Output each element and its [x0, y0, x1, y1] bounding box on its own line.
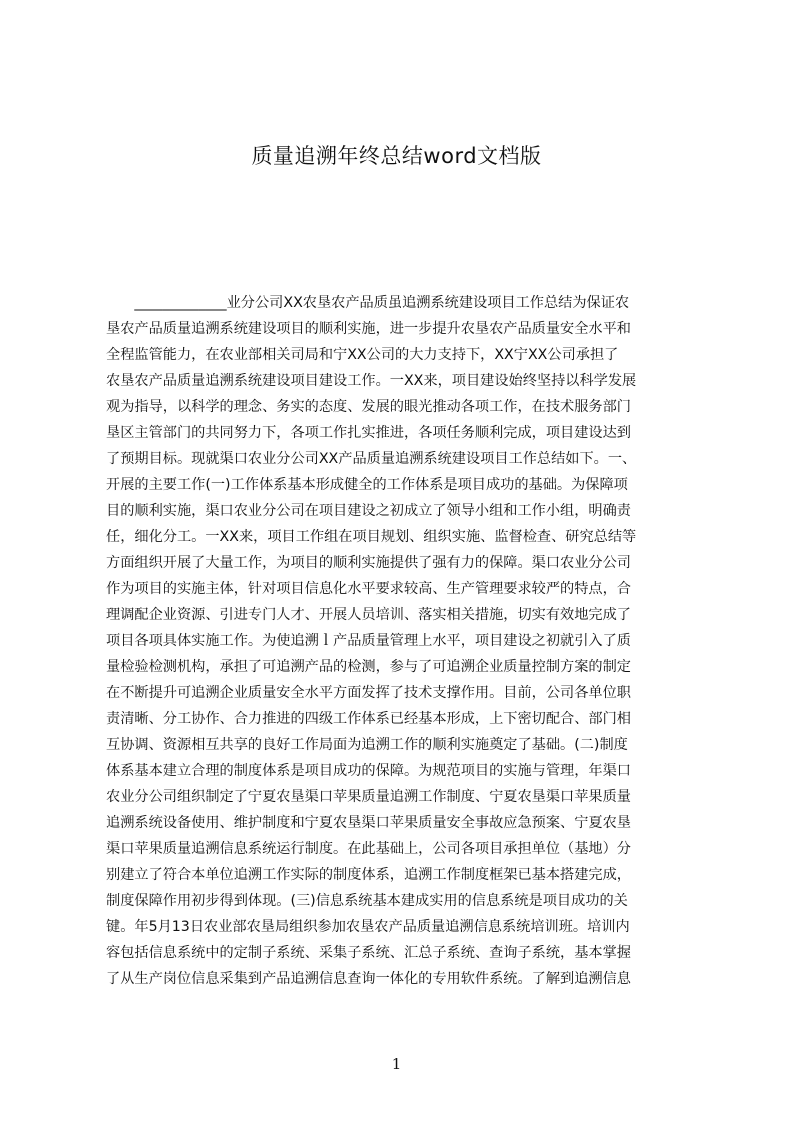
- text-line: 任，细化分工。一XX来，项目工作组在项目规划、组织实施、监督检查、研究总结等: [106, 529, 637, 545]
- text-line: 了预期目标。现就渠口农业分公司XX产品质量追溯系统建设项目工作总结如下。一、: [106, 451, 637, 467]
- text-line: 农垦农产品质量追溯系统建设项目建设工作。一XX来，项目建设始终坚持以科学发展: [106, 373, 637, 389]
- text-line: 农业分公司组织制定了宁夏农垦渠口苹果质量追溯工作制度、宁夏农垦渠口苹果质量: [106, 789, 631, 805]
- text-line: 全程监管能力，在农业部相关司局和宁XX公司的大力支持下，XX宁XX公司承担了: [106, 347, 619, 363]
- text-line: 责清晰、分工协作、合力推进的四级工作体系已经基本形成，上下密切配合、部门相: [106, 711, 631, 727]
- text-line: 容包括信息系统中的定制子系统、采集子系统、汇总子系统、查询子系统，基本掌握: [106, 945, 631, 961]
- text-line: 项目各项具体实施工作。为使追溯ｌ产品质量管理上水平，项目建设之初就引入了质: [106, 633, 631, 649]
- body-paragraph: [106, 290, 697, 1010]
- text-line: 量检验检测机构，承担了可追溯产品的检测，参与了可追溯企业质量控制方案的制定: [106, 659, 631, 675]
- text-line: 别建立了符合本单位追溯工作实际的制度体系，追溯工作制度框架已基本搭建完成，: [106, 867, 631, 883]
- text-line: 渠口苹果质量追溯信息系统运行制度。在此基础上，公司各项目承担单位（基地）分: [106, 841, 631, 857]
- text-line: 体系基本建立合理的制度体系是项目成功的保障。为规范项目的实施与管理，年渠口: [106, 763, 631, 779]
- text-line: 垦农产品质量追溯系统建设项目的顺利实施，进一步提升农垦农产品质量安全水平和: [106, 321, 631, 337]
- text-line: 作为项目的实施主体，针对项目信息化水平要求较高、生产管理要求较严的特点，合: [106, 581, 631, 597]
- text-line: 在不断提升可追溯企业质量安全水平方面发挥了技术支撑作用。目前，公司各单位职: [106, 685, 631, 701]
- text-line: 开展的主要工作(一)工作体系基本形成健全的工作体系是项目成功的基础。为保障项: [106, 477, 628, 493]
- text-line: 了从生产岗位信息采集到产品追溯信息查询一体化的专用软件系统。了解到追溯信息: [106, 971, 631, 987]
- text-line: 观为指导，以科学的理念、务实的态度、发展的眼光推动各项工作，在技术服务部门: [106, 399, 631, 415]
- text-line: 垦区主管部门的共同努力下，各项工作扎实推进，各项任务顺利完成，项目建设达到: [106, 425, 631, 441]
- text-line: 互协调、资源相互共享的良好工作局面为追溯工作的顺利实施奠定了基础。(二)制度: [106, 737, 628, 753]
- text-line: 理调配企业资源、引进专门人才、开展人员培训、落实相关措施，切实有效地完成了: [106, 607, 631, 623]
- text-line: 制度保障作用初步得到体现。(三)信息系统基本建成实用的信息系统是项目成功的关: [106, 893, 628, 909]
- document-title: 质量追溯年终总结word文档版: [251, 144, 542, 168]
- text-line: 键。年5月13日农业部农垦局组织参加农垦农产品质量追溯信息系统培训班。培训内: [106, 919, 630, 935]
- text-line: 追溯系统设备使用、维护制度和宁夏农垦渠口苹果质量安全事故应急预案、宁夏农垦: [106, 815, 631, 831]
- text-line: 目的顺利实施，渠口农业分公司在项目建设之初成立了领导小组和工作小组，明确责: [106, 503, 631, 519]
- page-number: 1: [391, 1055, 402, 1073]
- text-line: _____________业分公司XX农垦农产品质虽追溯系统建设项目工作总结为保证农: [106, 295, 630, 311]
- text-line: 方面组织开展了大量工作，为项目的顺利实施提供了强有力的保障。渠口农业分公司: [106, 555, 631, 571]
